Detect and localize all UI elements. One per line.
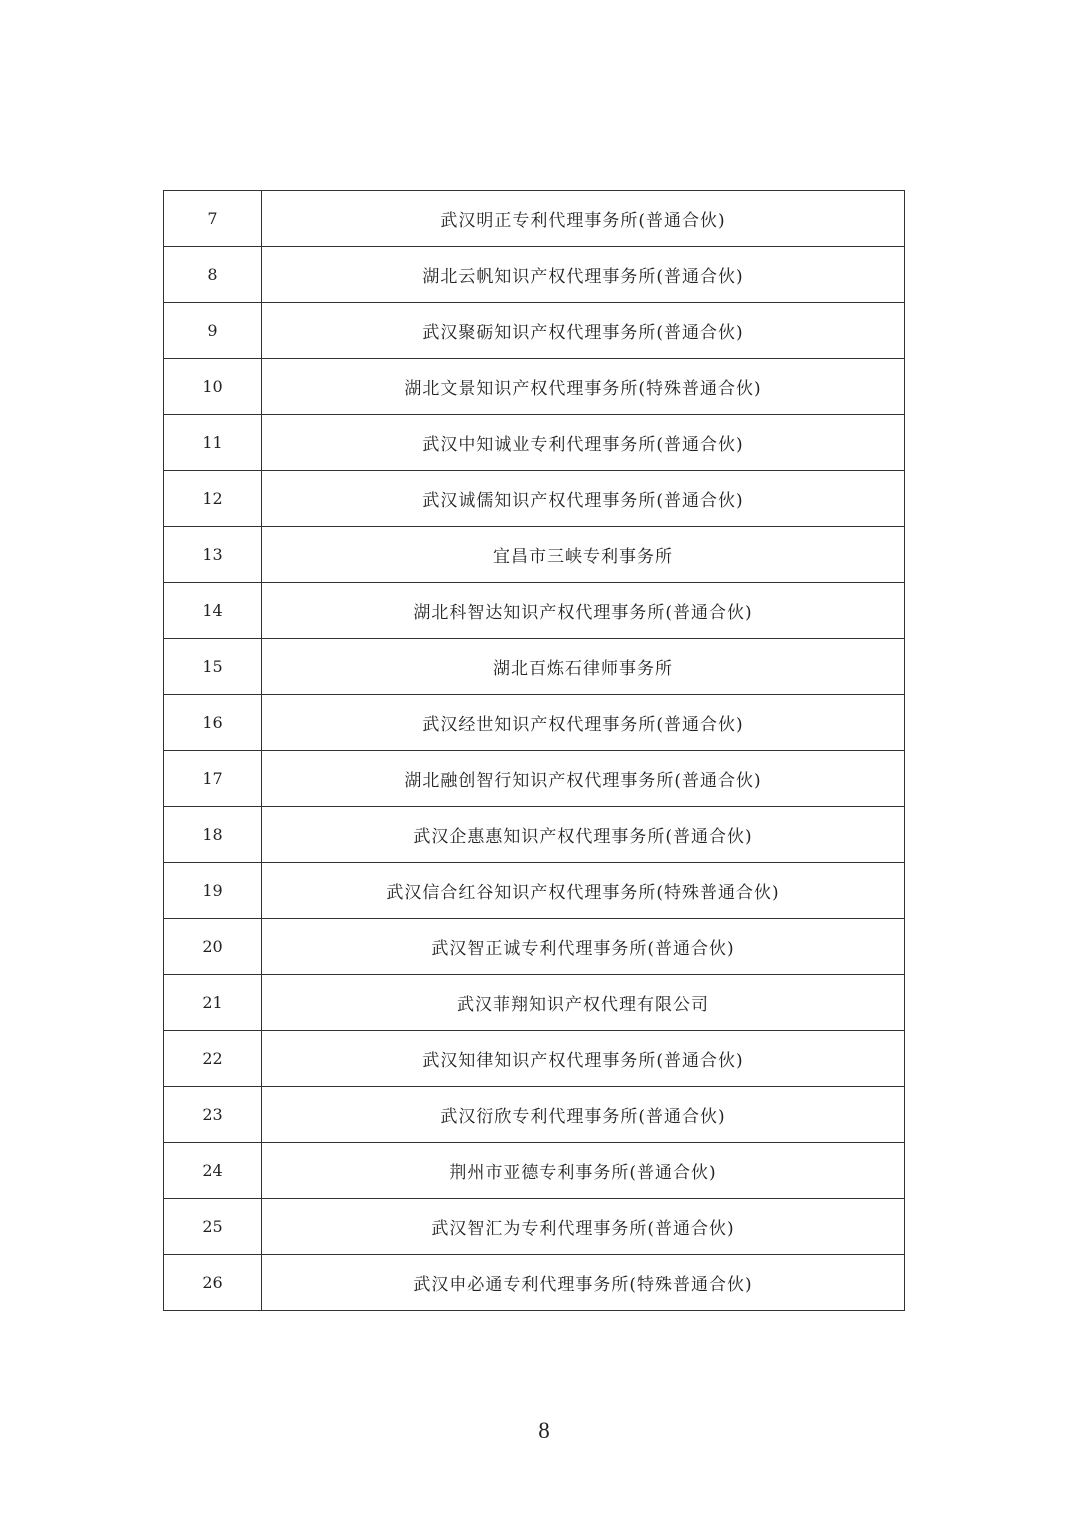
agency-name-cell: 武汉智汇为专利代理事务所(普通合伙): [262, 1199, 905, 1255]
table-row: [164, 863, 905, 919]
agency-name-cell: 武汉信合红谷知识产权代理事务所(特殊普通合伙): [262, 863, 905, 919]
row-number-cell: 14: [164, 583, 262, 639]
agency-name-cell: 武汉明正专利代理事务所(普通合伙): [262, 191, 905, 247]
table-row: [164, 527, 905, 583]
row-number-cell: 16: [164, 695, 262, 751]
row-number-cell: 7: [164, 191, 262, 247]
table-row: [164, 1087, 905, 1143]
agency-name-cell: 武汉经世知识产权代理事务所(普通合伙): [262, 695, 905, 751]
table-row: [164, 807, 905, 863]
table-row: [164, 415, 905, 471]
table-row: [164, 751, 905, 807]
table-row: [164, 1199, 905, 1255]
agency-name-cell: 武汉诚儒知识产权代理事务所(普通合伙): [262, 471, 905, 527]
agency-name-cell: 湖北云帆知识产权代理事务所(普通合伙): [262, 247, 905, 303]
table-row: [164, 191, 905, 247]
agency-table: [163, 190, 905, 1311]
agency-name-cell: 武汉菲翔知识产权代理有限公司: [262, 975, 905, 1031]
agency-name-cell: 湖北文景知识产权代理事务所(特殊普通合伙): [262, 359, 905, 415]
agency-name-cell: 武汉聚砺知识产权代理事务所(普通合伙): [262, 303, 905, 359]
row-number-cell: 24: [164, 1143, 262, 1199]
row-number-cell: 20: [164, 919, 262, 975]
row-number-cell: 22: [164, 1031, 262, 1087]
table-row: [164, 1255, 905, 1311]
agency-name-cell: 武汉知律知识产权代理事务所(普通合伙): [262, 1031, 905, 1087]
agency-name-cell: 湖北百炼石律师事务所: [262, 639, 905, 695]
agency-name-cell: 武汉中知诚业专利代理事务所(普通合伙): [262, 415, 905, 471]
agency-name-cell: 武汉企惠惠知识产权代理事务所(普通合伙): [262, 807, 905, 863]
row-number-cell: 11: [164, 415, 262, 471]
row-number-cell: 13: [164, 527, 262, 583]
row-number-cell: 23: [164, 1087, 262, 1143]
agency-name-cell: 武汉申必通专利代理事务所(特殊普通合伙): [262, 1255, 905, 1311]
table-row: [164, 359, 905, 415]
row-number-cell: 21: [164, 975, 262, 1031]
row-number-cell: 26: [164, 1255, 262, 1311]
table-row: [164, 583, 905, 639]
table-row: [164, 919, 905, 975]
row-number-cell: 17: [164, 751, 262, 807]
row-number-cell: 8: [164, 247, 262, 303]
agency-name-cell: 武汉衍欣专利代理事务所(普通合伙): [262, 1087, 905, 1143]
agency-table-body: [164, 191, 905, 1311]
table-row: [164, 975, 905, 1031]
table-row: [164, 639, 905, 695]
agency-name-cell: 湖北融创智行知识产权代理事务所(普通合伙): [262, 751, 905, 807]
row-number-cell: 12: [164, 471, 262, 527]
row-number-cell: 9: [164, 303, 262, 359]
row-number-cell: 15: [164, 639, 262, 695]
row-number-cell: 10: [164, 359, 262, 415]
row-number-cell: 19: [164, 863, 262, 919]
table-row: [164, 471, 905, 527]
table-row: [164, 1031, 905, 1087]
row-number-cell: 18: [164, 807, 262, 863]
agency-name-cell: 湖北科智达知识产权代理事务所(普通合伙): [262, 583, 905, 639]
agency-name-cell: 宜昌市三峡专利事务所: [262, 527, 905, 583]
table-row: [164, 303, 905, 359]
agency-name-cell: 武汉智正诚专利代理事务所(普通合伙): [262, 919, 905, 975]
page-number: 8: [538, 1418, 550, 1443]
table-row: [164, 695, 905, 751]
agency-name-cell: 荆州市亚德专利事务所(普通合伙): [262, 1143, 905, 1199]
table-row: [164, 1143, 905, 1199]
row-number-cell: 25: [164, 1199, 262, 1255]
table-row: [164, 247, 905, 303]
